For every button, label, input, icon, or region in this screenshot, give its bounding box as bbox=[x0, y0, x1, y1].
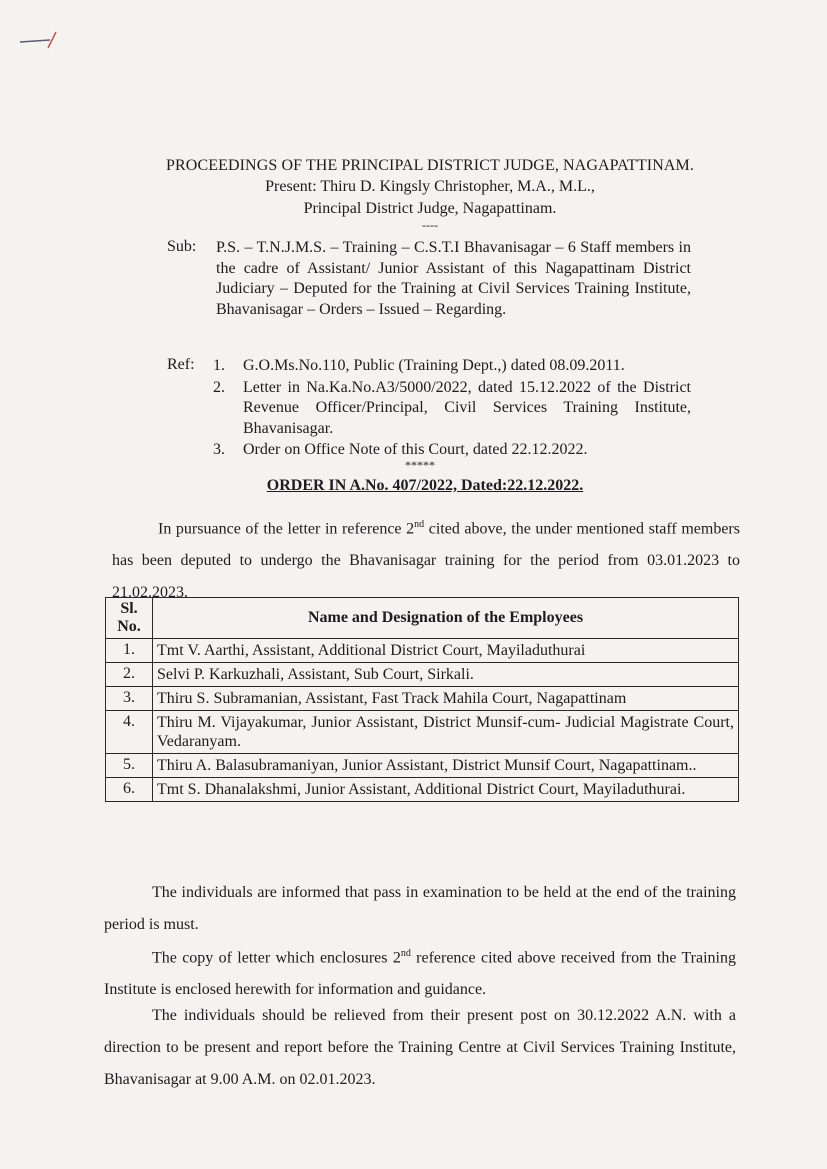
row-name: Tmt V. Aarthi, Assistant, Additional District Court, Mayiladuthurai bbox=[153, 639, 739, 663]
reference-list bbox=[213, 356, 691, 462]
pen-mark-icon bbox=[18, 22, 68, 52]
relieve-paragraph: The individuals should be relieved from their present post on 30.12.2022 A.N. with a direction to be present and report before the Training Centre at Civil Services Training Institute, Bhavanisagar at 9.00 A.M. on 02.01.2023. bbox=[104, 1007, 736, 1088]
table-row bbox=[106, 711, 739, 754]
row-name: Thiru M. Vijayakumar, Junior Assistant, District Munsif-cum- Judicial Magistrate Court, Vedaranyam. bbox=[153, 711, 739, 754]
employee-table bbox=[105, 597, 739, 802]
row-name: Tmt S. Dhanalakshmi, Junior Assistant, Additional District Court, Mayiladuthurai. bbox=[153, 778, 739, 802]
reference-text: Order on Office Note of this Court, dated 22.12.2022. bbox=[243, 441, 588, 458]
reference-number: 2. bbox=[213, 378, 225, 396]
row-sl: 4. bbox=[106, 711, 153, 754]
row-sl: 3. bbox=[106, 687, 153, 711]
copy-paragraph: The copy of letter which enclosures 2nd reference cited above received from the Training Institute is enclosed herewith for information and guidance. bbox=[104, 948, 737, 999]
row-name: Selvi P. Karkuzhali, Assistant, Sub Court, Sirkali. bbox=[153, 663, 739, 687]
reference-item bbox=[213, 378, 691, 440]
row-sl: 6. bbox=[106, 778, 153, 802]
row-sl: 5. bbox=[106, 754, 153, 778]
proceedings-title: PROCEEDINGS OF THE PRINCIPAL DISTRICT JUDGE, NAGAPATTINAM. bbox=[166, 157, 694, 174]
table-header-row bbox=[106, 598, 739, 639]
table-row bbox=[106, 663, 739, 687]
section-stars: ***** bbox=[405, 458, 435, 472]
table-row bbox=[106, 778, 739, 802]
row-name: Thiru S. Subramanian, Assistant, Fast Track Mahila Court, Nagapattinam bbox=[153, 687, 739, 711]
exam-paragraph: The individuals are informed that pass in examination to be held at the end of the training period is must. bbox=[104, 884, 736, 933]
reference-item bbox=[213, 356, 691, 377]
header-sl-no: Sl. No. bbox=[106, 598, 153, 639]
reference-text: Letter in Na.Ka.No.A3/5000/2022, dated 15.12.2022 of the District Revenue Officer/Principal, Civil Services Training Institute, Bhavanisagar. bbox=[243, 378, 691, 437]
reference-label: Ref: bbox=[167, 356, 195, 373]
table-row bbox=[106, 754, 739, 778]
reference-number: 1. bbox=[213, 357, 225, 374]
subject-text: P.S. – T.N.J.M.S. – Training – C.S.T.I Bhavanisagar – 6 Staff members in the cadre of Assistant/ Junior Assistant of this Nagapattinam District Judiciary – Deputed for the Training at Civil Services Training Institute, Bhavanisagar – Orders – Issued – Regarding. bbox=[216, 239, 691, 318]
present-line: Present: Thiru D. Kingsly Christopher, M.A., M.L., bbox=[265, 178, 595, 195]
table-row bbox=[106, 687, 739, 711]
table-row bbox=[106, 639, 739, 663]
row-name: Thiru A. Balasubramaniyan, Junior Assistant, District Munsif Court, Nagapattinam.. bbox=[153, 754, 739, 778]
header-name-designation: Name and Designation of the Employees bbox=[153, 598, 739, 639]
row-sl: 2. bbox=[106, 663, 153, 687]
subject-label: Sub: bbox=[167, 238, 197, 255]
row-sl: 1. bbox=[106, 639, 153, 663]
reference-text: G.O.Ms.No.110, Public (Training Dept.,) dated 08.09.2011. bbox=[243, 357, 625, 374]
intro-paragraph: In pursuance of the letter in reference 2nd cited above, the under mentioned staff members has been deputed to undergo the Bhavanisagar training for the period from 03.01.2023 to 21.02.2023. bbox=[112, 519, 740, 602]
order-title: ORDER IN A.No. 407/2022, Dated:22.12.2022. bbox=[266, 477, 584, 494]
header-separator: ---- bbox=[422, 218, 438, 232]
judge-designation: Principal District Judge, Nagapattinam. bbox=[303, 200, 557, 217]
reference-number: 3. bbox=[213, 441, 225, 458]
